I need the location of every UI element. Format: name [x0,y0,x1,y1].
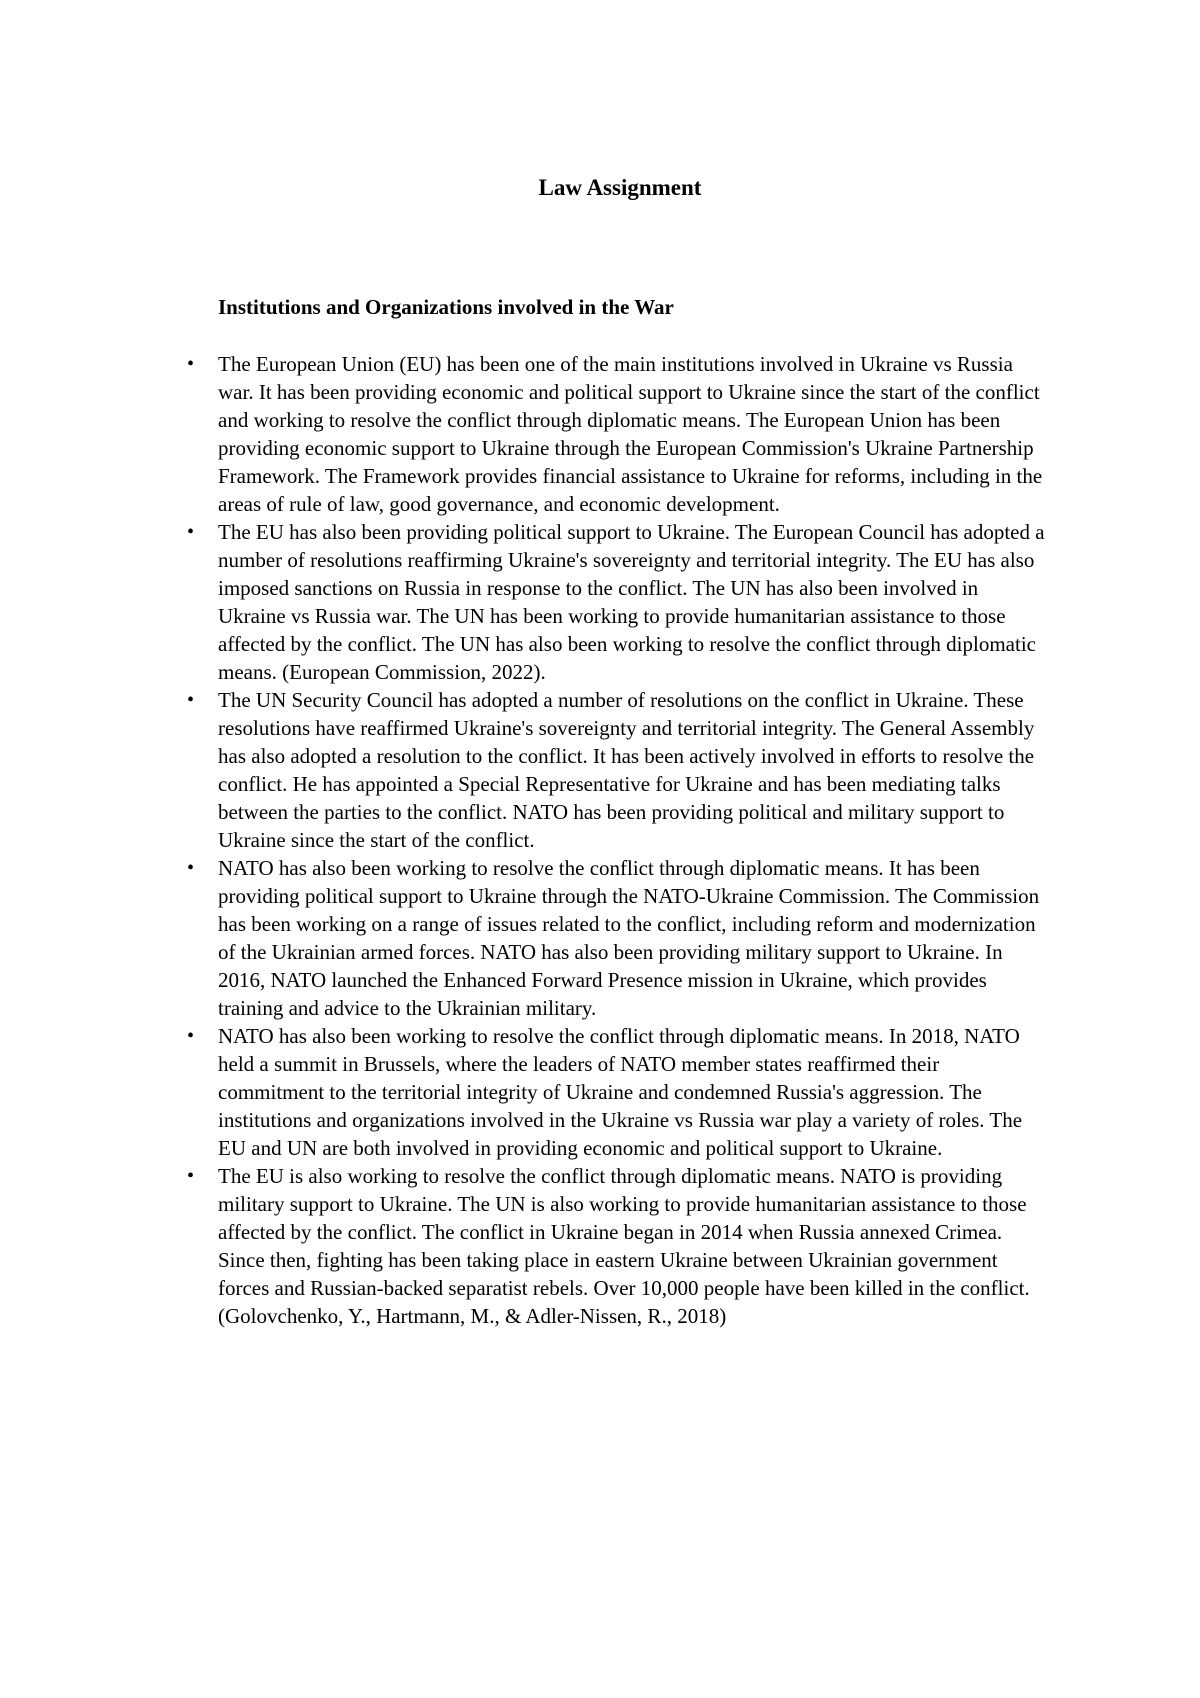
bullet-icon: • [187,1165,195,1187]
paragraph-text: NATO has also been working to resolve the conflict through diplomatic means. It has been providing political support to Ukraine through the NATO-Ukraine Commission. The Commission has been working on a range of issues related to the conflict, including reform and modernization of the Ukrainian armed forces. NATO has also been providing military support to Ukraine. In 2016, NATO launched the Enhanced Forward Presence mission in Ukraine, which provides training and advice to the Ukrainian military. [218,856,1040,1020]
list-item [187,686,1048,854]
document-title: Law Assignment [538,175,702,200]
paragraph-text: NATO has also been working to resolve the conflict through diplomatic means. In 2018, NATO held a summit in Brussels, where the leaders of NATO member states reaffirmed their commitment to the territorial integrity of Ukraine and condemned Russia's aggression. The institutions and organizations involved in the Ukraine vs Russia war play a variety of roles. The EU and UN are both involved in providing economic and political support to Ukraine. [218,1024,1023,1160]
paragraph-text: The EU is also working to resolve the conflict through diplomatic means. NATO is providing military support to Ukraine. The UN is also working to provide humanitarian assistance to those affected by the conflict. The conflict in Ukraine began in 2014 when Russia annexed Crimea. Since then, fighting has been taking place in eastern Ukraine between Ukrainian government forces and Russian-backed separatist rebels. Over 10,000 people have been killed in the conflict. (Golovchenko, Y., Hartmann, M., & Adler-Nissen, R., 2018) [218,1164,1030,1328]
section-heading: Institutions and Organizations involved in the War [218,295,674,319]
bullet-icon: • [187,353,195,375]
bullet-icon: • [187,689,195,711]
paragraph-text: The European Union (EU) has been one of the main institutions involved in Ukraine vs Russia war. It has been providing economic and political support to Ukraine since the start of the conflict and working to resolve the conflict through diplomatic means. The European Union has been providing economic support to Ukraine through the European Commission's Ukraine Partnership Framework. The Framework provides financial assistance to Ukraine for reforms, including in the areas of rule of law, good governance, and economic development. [218,352,1043,516]
bullet-icon: • [187,1025,195,1047]
bullet-list [187,350,1048,1330]
list-item [187,1022,1048,1162]
list-item [187,854,1048,1022]
paragraph-text: The UN Security Council has adopted a number of resolutions on the conflict in Ukraine. These resolutions have reaffirmed Ukraine's sovereignty and territorial integrity. The General Assembly has also adopted a resolution to the conflict. It has been actively involved in efforts to resolve the conflict. He has appointed a Special Representative for Ukraine and has been mediating talks between the parties to the conflict. NATO has been providing political and military support to Ukraine since the start of the conflict. [218,688,1035,852]
bullet-icon: • [187,857,195,879]
list-item [187,518,1048,686]
list-item [187,350,1048,518]
paragraph-text: The EU has also been providing political support to Ukraine. The European Council has adopted a number of resolutions reaffirming Ukraine's sovereignty and territorial integrity. The EU has also imposed sanctions on Russia in response to the conflict. The UN has also been involved in Ukraine vs Russia war. The UN has been working to provide humanitarian assistance to those affected by the conflict. The UN has also been working to resolve the conflict through diplomatic means. (European Commission, 2022). [218,520,1045,684]
bullet-icon: • [187,521,195,543]
list-item [187,1162,1048,1330]
